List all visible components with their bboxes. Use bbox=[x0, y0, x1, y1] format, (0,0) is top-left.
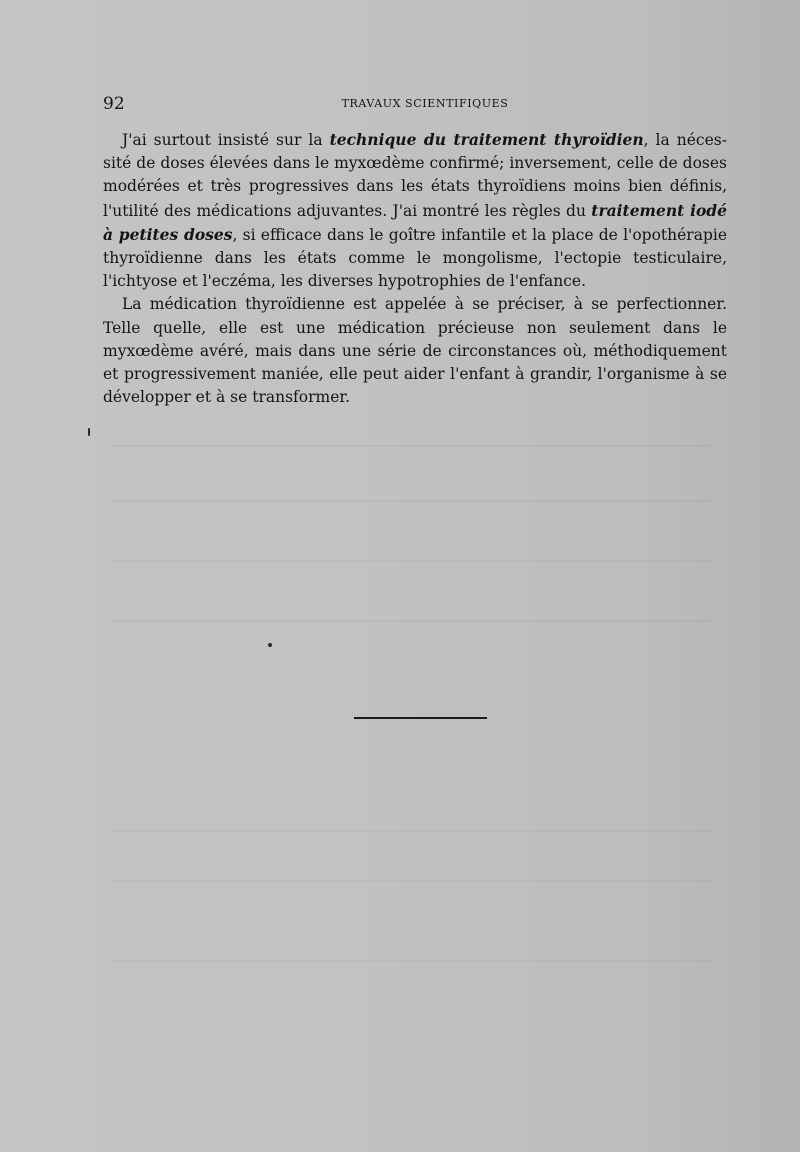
page-header bbox=[103, 94, 727, 114]
paragraph-1-emphasis: technique du traitement thyroïdien bbox=[329, 130, 644, 149]
show-through-line bbox=[110, 445, 710, 447]
paragraph-1-text: , si efficace dans le goître infantile et la place de l'opothérapie thyroïdienne dans les états comme le mongolisme, l'ectopie testiculaire, l'ichtyose et l'eczéma, les diverses hypotrophies de l'enfance. bbox=[103, 225, 727, 291]
page-number: 92 bbox=[103, 94, 125, 114]
running-head: TRAVAUX SCIENTIFIQUES bbox=[341, 97, 509, 110]
show-through-line bbox=[110, 960, 710, 962]
show-through-line bbox=[110, 830, 710, 832]
show-through-line bbox=[110, 620, 710, 622]
show-through-line bbox=[110, 880, 710, 882]
body-text bbox=[103, 128, 727, 409]
paragraph-1 bbox=[103, 128, 727, 293]
show-through-line bbox=[110, 560, 710, 562]
paragraph-1-text: J'ai surtout insisté sur la bbox=[122, 131, 330, 149]
paragraph-1-text: , la nécessité de doses élevées dans le myxœdème confirmé; inversement, celle de doses modérées et très progressives dans les états thyroïdiens moins bien définis, l'utilité des médications adjuvantes. J'ai montré les règles du bbox=[103, 131, 727, 220]
paragraph-1-emphasis: traitement iodé à petites doses bbox=[103, 200, 727, 244]
show-through-line bbox=[110, 500, 710, 502]
section-end-rule bbox=[354, 717, 487, 719]
ink-speck bbox=[88, 428, 90, 436]
ink-speck bbox=[268, 643, 272, 647]
paragraph-2: La médication thyroïdienne est appelée à se préciser, à se perfectionner. Telle quelle, elle est une médication précieuse non seulement dans le myxœdème avéré, mais dans une série de circonstances où, méthodiquement et progressivement maniée, elle peut aider l'enfant à grandir, l'organisme à se développer et à se transformer. bbox=[103, 295, 727, 407]
